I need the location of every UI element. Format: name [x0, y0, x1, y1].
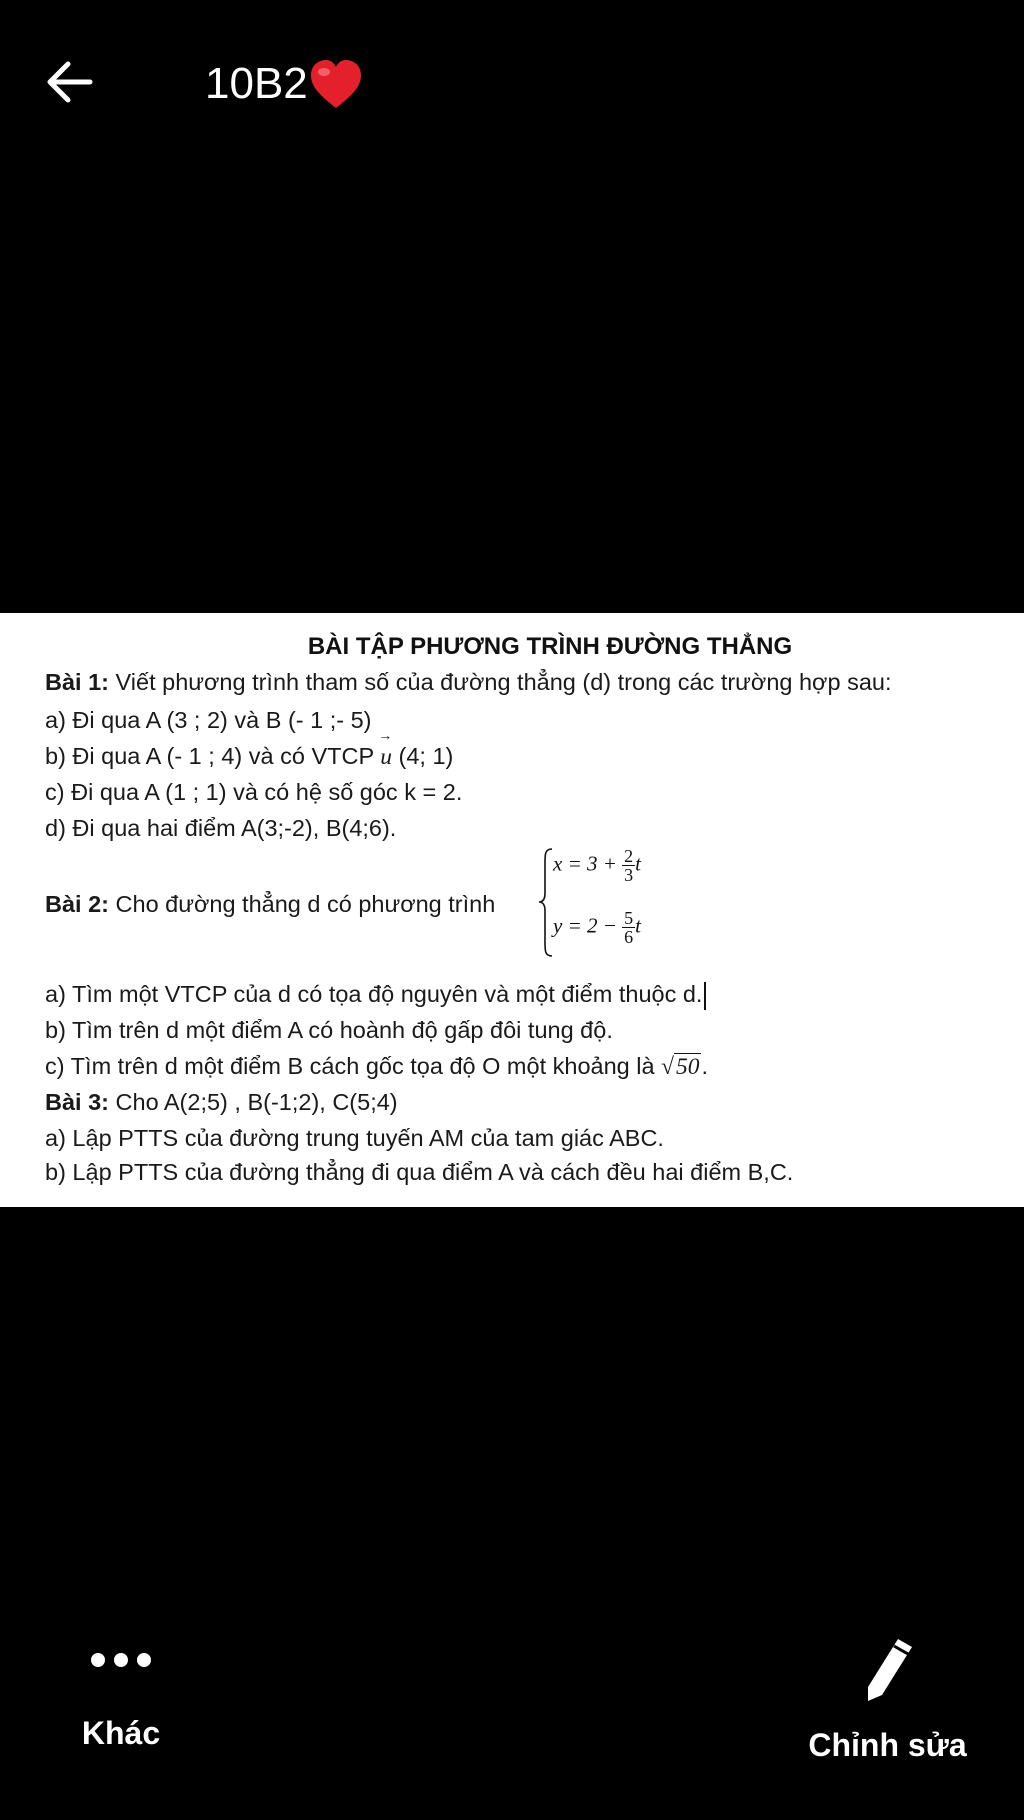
- document-image: [0, 613, 1024, 1207]
- eq1-den: 3: [624, 865, 634, 885]
- edit-label: Chỉnh sửa: [808, 1727, 967, 1763]
- bai2-a: [45, 981, 706, 1010]
- eq1-var: t: [635, 851, 642, 876]
- bai2-a-text: a) Tìm một VTCP của d có tọa độ nguyên và một điểm thuộc d.: [45, 981, 703, 1007]
- bai3-b: b) Lập PTTS của đường thẳng đi qua điểm A và cách đều hai điểm B,C.: [45, 1159, 794, 1185]
- eq2-num: 5: [624, 908, 634, 928]
- bai1-b-post: (4; 1): [391, 743, 454, 769]
- equation-system: [537, 845, 657, 960]
- sqrt-50: √50: [661, 1054, 700, 1080]
- bai1-line: [45, 669, 892, 696]
- vector-u: → u: [380, 744, 392, 770]
- text-cursor: [704, 982, 706, 1010]
- edit-button[interactable]: [800, 1635, 975, 1764]
- top-bar: [0, 0, 1024, 170]
- title-text: 10B2: [205, 59, 308, 108]
- eq1-fraction: [622, 847, 635, 884]
- eq2-lhs: y = 2 −: [553, 913, 623, 938]
- eq2-var: t: [635, 913, 642, 938]
- back-button[interactable]: [42, 55, 96, 109]
- bai1-text: Viết phương trình tham số của đường thẳng (d) trong các trường hợp sau:: [109, 669, 892, 695]
- eq1-lhs: x = 3 +: [553, 851, 623, 876]
- eq2-fraction: [622, 909, 635, 946]
- arrow-left-icon: [42, 55, 96, 109]
- equation-x: [553, 847, 641, 884]
- bai2-line: [45, 891, 495, 918]
- bai1-b: [45, 743, 453, 771]
- bai2-label: Bài 2:: [45, 891, 109, 917]
- heart-emoji: [308, 58, 364, 110]
- bai1-a: a) Đi qua A (3 ; 2) và B (- 1 ;- 5): [45, 707, 372, 733]
- conversation-title: [205, 52, 364, 116]
- bai1-c: c) Đi qua A (1 ; 1) và có hệ số góc k = 2.: [45, 779, 463, 805]
- bai1-b-pre: b) Đi qua A (- 1 ; 4) và có VTCP: [45, 743, 381, 769]
- bai2-b: b) Tìm trên d một điểm A có hoành độ gấp đôi tung độ.: [45, 1017, 613, 1043]
- bai2-text: Cho đường thẳng d có phương trình: [109, 891, 496, 917]
- document-heading: BÀI TẬP PHƯƠNG TRÌNH ĐƯỜNG THẲNG: [307, 633, 793, 660]
- more-dots-icon: [86, 1645, 156, 1675]
- eq2-den: 6: [624, 927, 634, 947]
- pencil-icon: [858, 1635, 918, 1705]
- bai1-d: d) Đi qua hai điểm A(3;-2), B(4;6).: [45, 815, 397, 841]
- bai3-a: a) Lập PTTS của đường trung tuyến AM của tam giác ABC.: [45, 1125, 664, 1151]
- eq1-num: 2: [624, 846, 634, 866]
- bai2-c-pre: c) Tìm trên d một điểm B cách gốc tọa độ O một khoảng là: [45, 1053, 662, 1079]
- more-button[interactable]: [58, 1645, 184, 1752]
- equation-y: [553, 909, 641, 946]
- sqrt-radicand: 50: [675, 1054, 700, 1080]
- bai2-c-post: .: [701, 1053, 709, 1079]
- bai2-c: [45, 1053, 708, 1081]
- bai3-line: [45, 1089, 398, 1116]
- bai3-text: Cho A(2;5) , B(-1;2), C(5;4): [109, 1089, 398, 1115]
- bai1-label: Bài 1:: [45, 669, 109, 695]
- more-label: Khác: [81, 1715, 161, 1751]
- bai3-label: Bài 3:: [45, 1089, 109, 1115]
